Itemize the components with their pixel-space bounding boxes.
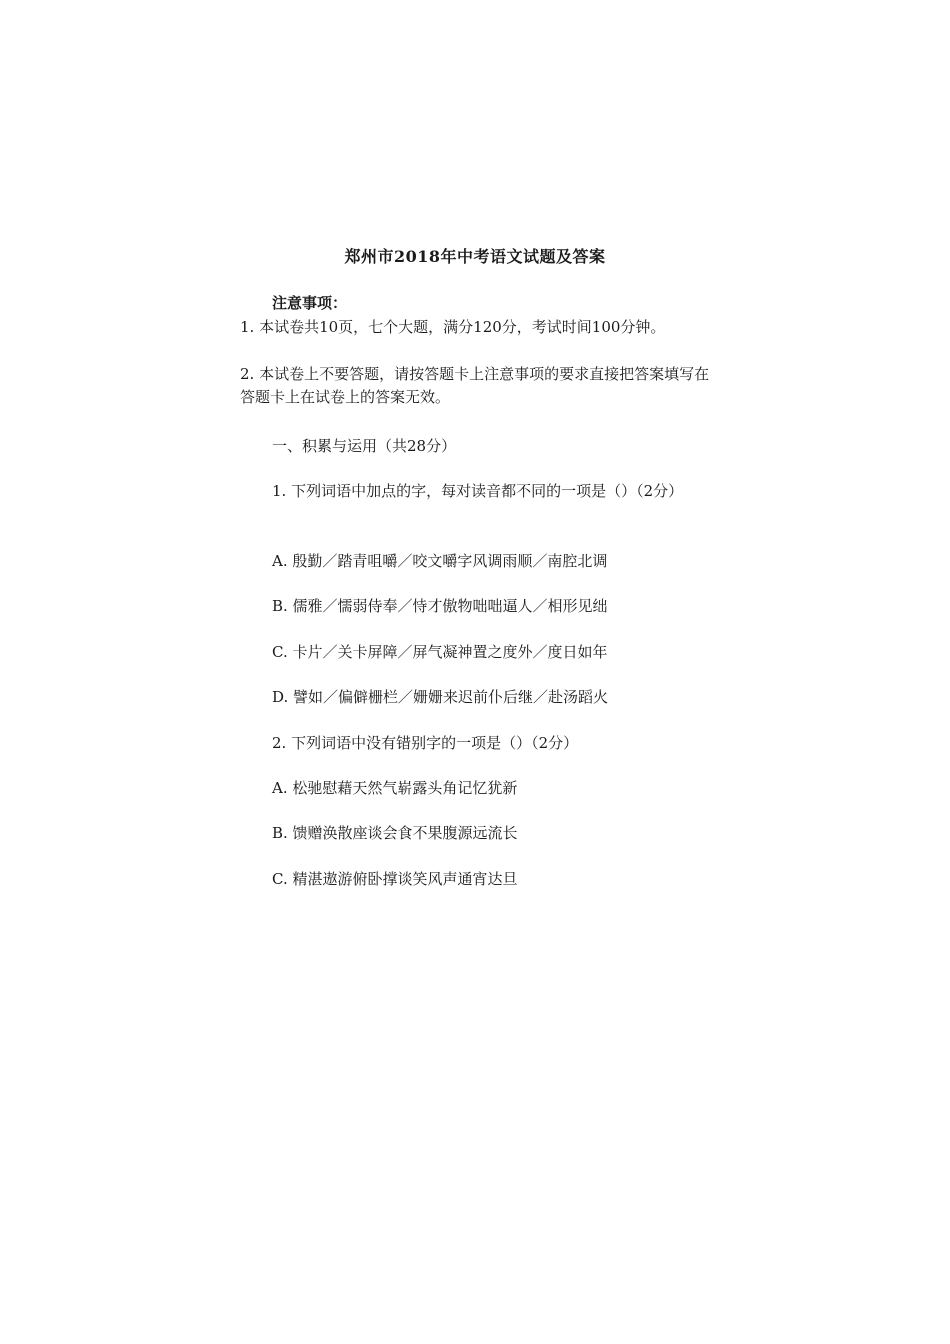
- question-1-option-a: A. 殷勤／踏青咀嚼／咬文嚼字风调雨顺／南腔北调: [272, 552, 608, 570]
- question-1-option-c: C. 卡片／关卡屏障／屏气凝神置之度外／度日如年: [272, 643, 608, 661]
- section-heading: 一、积累与运用（共28分）: [272, 437, 457, 455]
- question-1-stem: 1. 下列词语中加点的字，每对读音都不同的一项是（）（2分）: [272, 482, 684, 500]
- question-2-option-b: B. 馈赠涣散座谈会食不果腹源远流长: [272, 824, 518, 842]
- notice-item-2: 2. 本试卷上不要答题，请按答题卡上注意事项的要求直接把答案填写在答题卡上在试卷上的答案无效。: [240, 365, 710, 406]
- notice-item-1: 1. 本试卷共10页，七个大题，满分120分，考试时间100分钟。: [240, 318, 666, 336]
- question-2-option-a: A. 松驰慰藉天然气崭露头角记忆犹新: [272, 779, 518, 797]
- question-2-option-c: C. 精湛遨游俯卧撑谈笑风声通宵达旦: [272, 870, 518, 888]
- document-title: 郑州市2018年中考语文试题及答案: [344, 247, 606, 266]
- question-2-stem: 2. 下列词语中没有错别字的一项是（）（2分）: [272, 734, 579, 752]
- question-1-option-d: D. 譬如／偏僻栅栏／姗姗来迟前仆后继／赴汤蹈火: [272, 688, 609, 706]
- notice-heading: 注意事项：: [272, 294, 348, 312]
- question-1-option-b: B. 儒雅／懦弱侍奉／恃才傲物咄咄逼人／相形见绌: [272, 597, 608, 615]
